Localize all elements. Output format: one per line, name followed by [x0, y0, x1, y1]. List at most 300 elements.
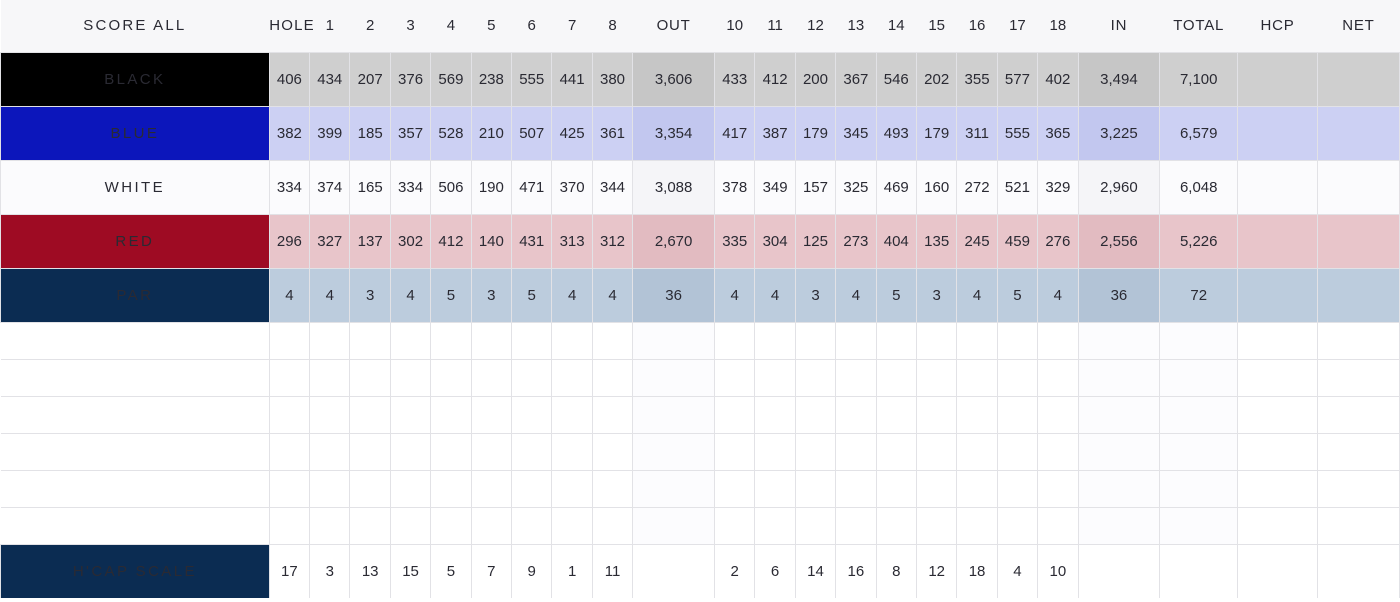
- hcap-hole-15: 12: [916, 544, 956, 598]
- entry-cell[interactable]: [269, 396, 309, 433]
- entry-cell[interactable]: [512, 433, 552, 470]
- entry-net: [1317, 507, 1399, 544]
- entry-cell[interactable]: [916, 396, 956, 433]
- entry-cell[interactable]: [310, 396, 350, 433]
- entry-cell[interactable]: [390, 433, 430, 470]
- entry-in: [1078, 433, 1160, 470]
- entry-cell[interactable]: [310, 470, 350, 507]
- cell-white-hole-18: 329: [1038, 160, 1078, 214]
- cell-white-hcp: [1238, 160, 1318, 214]
- entry-player-label[interactable]: [1, 359, 270, 396]
- cell-red-hole-9: 312: [592, 214, 632, 268]
- entry-cell[interactable]: [715, 433, 755, 470]
- cell-red-total: 5,226: [1160, 214, 1238, 268]
- cell-red-hole-13: 273: [836, 214, 876, 268]
- cell-red-hole-6: 140: [471, 214, 511, 268]
- cell-blue-hole-11: 387: [755, 106, 795, 160]
- cell-blue-hole-12: 179: [795, 106, 835, 160]
- hcap-hole-4: 15: [390, 544, 430, 598]
- entry-cell[interactable]: [795, 507, 835, 544]
- cell-black-hole-7: 555: [512, 52, 552, 106]
- hole-label: HOLE: [269, 0, 309, 52]
- entry-cell[interactable]: [592, 433, 632, 470]
- cell-black-out: 3,606: [633, 52, 715, 106]
- handicap-scale-label: H'CAP SCALE: [1, 544, 270, 598]
- entry-cell[interactable]: [755, 433, 795, 470]
- entry-cell[interactable]: [350, 322, 390, 359]
- entry-cell[interactable]: [876, 322, 916, 359]
- entry-cell[interactable]: [471, 322, 511, 359]
- score-entry-row[interactable]: [1, 359, 1400, 396]
- entry-total: [1160, 507, 1238, 544]
- entry-net: [1317, 396, 1399, 433]
- entry-net: [1317, 359, 1399, 396]
- entry-cell[interactable]: [836, 433, 876, 470]
- entry-cell[interactable]: [916, 322, 956, 359]
- entry-cell[interactable]: [431, 470, 471, 507]
- entry-cell[interactable]: [795, 396, 835, 433]
- cell-blue-total: 6,579: [1160, 106, 1238, 160]
- entry-cell[interactable]: [350, 470, 390, 507]
- entry-cell[interactable]: [431, 322, 471, 359]
- cell-par-net: [1317, 268, 1399, 322]
- entry-cell[interactable]: [390, 359, 430, 396]
- entry-cell[interactable]: [390, 322, 430, 359]
- cell-blue-hole-16: 311: [957, 106, 997, 160]
- entry-cell[interactable]: [715, 322, 755, 359]
- entry-cell[interactable]: [1038, 507, 1078, 544]
- entry-cell[interactable]: [269, 470, 309, 507]
- entry-total: [1160, 396, 1238, 433]
- entry-cell[interactable]: [350, 359, 390, 396]
- hcap-hole-1: 17: [269, 544, 309, 598]
- cell-blue-hcp: [1238, 106, 1318, 160]
- cell-red-hole-16: 245: [957, 214, 997, 268]
- entry-total: [1160, 322, 1238, 359]
- entry-cell[interactable]: [997, 359, 1037, 396]
- entry-net: [1317, 470, 1399, 507]
- entry-cell[interactable]: [916, 507, 956, 544]
- hcap-hole-11: 6: [755, 544, 795, 598]
- entry-player-label[interactable]: [1, 470, 270, 507]
- cell-white-hole-10: 378: [715, 160, 755, 214]
- entry-cell[interactable]: [997, 507, 1037, 544]
- cell-par-hcp: [1238, 268, 1318, 322]
- entry-cell[interactable]: [552, 433, 592, 470]
- table-row-red: [1, 214, 1400, 268]
- cell-black-hole-10: 433: [715, 52, 755, 106]
- cell-blue-net: [1317, 106, 1399, 160]
- entry-cell[interactable]: [431, 396, 471, 433]
- entry-cell[interactable]: [269, 322, 309, 359]
- table-row-black: [1, 52, 1400, 106]
- cell-black-hole-14: 546: [876, 52, 916, 106]
- score-entry-row[interactable]: [1, 322, 1400, 359]
- entry-cell[interactable]: [836, 470, 876, 507]
- hcap-hole-7: 9: [512, 544, 552, 598]
- entry-cell[interactable]: [471, 396, 511, 433]
- entry-cell[interactable]: [471, 470, 511, 507]
- entry-cell[interactable]: [876, 507, 916, 544]
- cell-red-out: 2,670: [633, 214, 715, 268]
- cell-white-hole-12: 157: [795, 160, 835, 214]
- cell-black-hole-9: 380: [592, 52, 632, 106]
- entry-cell[interactable]: [310, 433, 350, 470]
- entry-hcp[interactable]: [1238, 359, 1318, 396]
- entry-cell[interactable]: [755, 322, 795, 359]
- cell-par-hole-16: 4: [957, 268, 997, 322]
- entry-cell[interactable]: [431, 433, 471, 470]
- cell-black-hole-3: 207: [350, 52, 390, 106]
- entry-cell[interactable]: [512, 470, 552, 507]
- entry-cell[interactable]: [1038, 359, 1078, 396]
- entry-cell[interactable]: [997, 396, 1037, 433]
- entry-player-label[interactable]: [1, 396, 270, 433]
- cell-black-hole-18: 402: [1038, 52, 1078, 106]
- entry-cell[interactable]: [997, 322, 1037, 359]
- entry-hcp[interactable]: [1238, 507, 1318, 544]
- cell-white-hole-13: 325: [836, 160, 876, 214]
- entry-cell[interactable]: [957, 433, 997, 470]
- cell-par-hole-15: 3: [916, 268, 956, 322]
- entry-cell[interactable]: [471, 433, 511, 470]
- cell-par-hole-1: 4: [269, 268, 309, 322]
- cell-red-hole-1: 296: [269, 214, 309, 268]
- cell-blue-hole-10: 417: [715, 106, 755, 160]
- hcap-hole-12: 14: [795, 544, 835, 598]
- entry-cell[interactable]: [552, 470, 592, 507]
- entry-out: [633, 433, 715, 470]
- cell-blue-hole-1: 382: [269, 106, 309, 160]
- entry-player-label[interactable]: [1, 322, 270, 359]
- entry-cell[interactable]: [755, 507, 795, 544]
- header-hole-17: 17: [997, 0, 1037, 52]
- entry-cell[interactable]: [1038, 396, 1078, 433]
- cell-white-hole-1: 334: [269, 160, 309, 214]
- cell-red-hole-11: 304: [755, 214, 795, 268]
- entry-cell[interactable]: [350, 396, 390, 433]
- cell-white-hole-4: 334: [390, 160, 430, 214]
- entry-cell[interactable]: [836, 322, 876, 359]
- entry-cell[interactable]: [916, 359, 956, 396]
- cell-white-hole-9: 344: [592, 160, 632, 214]
- entry-cell[interactable]: [512, 396, 552, 433]
- header-hole-15: 15: [916, 0, 956, 52]
- score-entry-row[interactable]: [1, 507, 1400, 544]
- hcap-hole-5: 5: [431, 544, 471, 598]
- cell-white-out: 3,088: [633, 160, 715, 214]
- entry-cell[interactable]: [957, 322, 997, 359]
- entry-cell[interactable]: [390, 507, 430, 544]
- entry-in: [1078, 396, 1160, 433]
- header-hole-7: 7: [552, 0, 592, 52]
- table-row-white: [1, 160, 1400, 214]
- entry-cell[interactable]: [795, 470, 835, 507]
- cell-black-hole-13: 367: [836, 52, 876, 106]
- entry-total: [1160, 359, 1238, 396]
- entry-cell[interactable]: [957, 507, 997, 544]
- entry-out: [633, 396, 715, 433]
- header-in: IN: [1078, 0, 1160, 52]
- entry-cell[interactable]: [552, 322, 592, 359]
- cell-white-hole-2: 374: [310, 160, 350, 214]
- entry-cell[interactable]: [269, 507, 309, 544]
- cell-red-hole-4: 302: [390, 214, 430, 268]
- entry-cell[interactable]: [916, 470, 956, 507]
- cell-red-net: [1317, 214, 1399, 268]
- entry-cell[interactable]: [592, 396, 632, 433]
- cell-par-out: 36: [633, 268, 715, 322]
- entry-cell[interactable]: [957, 359, 997, 396]
- entry-cell[interactable]: [957, 396, 997, 433]
- entry-cell[interactable]: [592, 359, 632, 396]
- cell-blue-hole-5: 528: [431, 106, 471, 160]
- tee-label-par: PAR: [1, 268, 270, 322]
- entry-total: [1160, 433, 1238, 470]
- cell-red-hole-2: 327: [310, 214, 350, 268]
- entry-cell[interactable]: [836, 396, 876, 433]
- entry-cell[interactable]: [916, 433, 956, 470]
- entry-cell[interactable]: [431, 359, 471, 396]
- entry-hcp[interactable]: [1238, 322, 1318, 359]
- header-hole-18: 18: [1038, 0, 1078, 52]
- entry-cell[interactable]: [715, 470, 755, 507]
- entry-cell[interactable]: [512, 507, 552, 544]
- entry-cell[interactable]: [269, 359, 309, 396]
- entry-hcp[interactable]: [1238, 433, 1318, 470]
- cell-red-hcp: [1238, 214, 1318, 268]
- cell-blue-hole-17: 555: [997, 106, 1037, 160]
- header-hole-2: 2: [350, 0, 390, 52]
- cell-white-hole-17: 521: [997, 160, 1037, 214]
- entry-cell[interactable]: [876, 396, 916, 433]
- cell-red-hole-17: 459: [997, 214, 1037, 268]
- cell-red-hole-10: 335: [715, 214, 755, 268]
- cell-black-hole-17: 577: [997, 52, 1037, 106]
- hcap-hole-6: 7: [471, 544, 511, 598]
- entry-cell[interactable]: [1038, 322, 1078, 359]
- header-hole-8: 8: [592, 0, 632, 52]
- cell-white-hole-5: 506: [431, 160, 471, 214]
- cell-white-hole-11: 349: [755, 160, 795, 214]
- entry-net: [1317, 433, 1399, 470]
- entry-cell[interactable]: [957, 470, 997, 507]
- cell-white-hole-7: 471: [512, 160, 552, 214]
- header-hole-14: 14: [876, 0, 916, 52]
- entry-player-label[interactable]: [1, 507, 270, 544]
- score-all-button[interactable]: SCORE ALL: [1, 0, 270, 52]
- header-hole-3: 3: [390, 0, 430, 52]
- cell-blue-hole-7: 507: [512, 106, 552, 160]
- header-hole-16: 16: [957, 0, 997, 52]
- header-hole-1: 1: [310, 0, 350, 52]
- score-entry-row[interactable]: [1, 396, 1400, 433]
- entry-cell[interactable]: [592, 507, 632, 544]
- cell-blue-hole-6: 210: [471, 106, 511, 160]
- entry-cell[interactable]: [512, 322, 552, 359]
- entry-cell[interactable]: [512, 359, 552, 396]
- cell-par-hole-14: 5: [876, 268, 916, 322]
- entry-in: [1078, 470, 1160, 507]
- header-hole-4: 4: [431, 0, 471, 52]
- entry-cell[interactable]: [876, 359, 916, 396]
- cell-white-hole-16: 272: [957, 160, 997, 214]
- cell-black-hole-12: 200: [795, 52, 835, 106]
- tee-label-red: RED: [1, 214, 270, 268]
- entry-cell[interactable]: [715, 396, 755, 433]
- hcap-hole-16: 18: [957, 544, 997, 598]
- entry-cell[interactable]: [795, 359, 835, 396]
- cell-blue-hole-18: 365: [1038, 106, 1078, 160]
- cell-black-net: [1317, 52, 1399, 106]
- cell-red-hole-7: 431: [512, 214, 552, 268]
- entry-in: [1078, 359, 1160, 396]
- entry-cell[interactable]: [431, 507, 471, 544]
- cell-blue-hole-9: 361: [592, 106, 632, 160]
- entry-cell[interactable]: [876, 470, 916, 507]
- entry-cell[interactable]: [390, 470, 430, 507]
- cell-black-total: 7,100: [1160, 52, 1238, 106]
- entry-cell[interactable]: [552, 359, 592, 396]
- hcap-hole-3: 13: [350, 544, 390, 598]
- entry-cell[interactable]: [755, 396, 795, 433]
- cell-white-hole-15: 160: [916, 160, 956, 214]
- hcap-hole-8: 1: [552, 544, 592, 598]
- entry-out: [633, 359, 715, 396]
- tee-label-blue: BLUE: [1, 106, 270, 160]
- cell-blue-hole-2: 399: [310, 106, 350, 160]
- entry-cell[interactable]: [715, 359, 755, 396]
- entry-cell[interactable]: [836, 359, 876, 396]
- entry-cell[interactable]: [350, 433, 390, 470]
- cell-black-hole-16: 355: [957, 52, 997, 106]
- entry-cell[interactable]: [876, 433, 916, 470]
- cell-blue-hole-15: 179: [916, 106, 956, 160]
- hcap-hole-10: 2: [715, 544, 755, 598]
- entry-cell[interactable]: [471, 359, 511, 396]
- cell-par-hole-10: 4: [715, 268, 755, 322]
- score-entry-row[interactable]: [1, 433, 1400, 470]
- header-hole-6: 6: [512, 0, 552, 52]
- entry-cell[interactable]: [552, 396, 592, 433]
- hcap-hole-13: 16: [836, 544, 876, 598]
- hcap-net: [1317, 544, 1399, 598]
- cell-red-hole-5: 412: [431, 214, 471, 268]
- cell-blue-out: 3,354: [633, 106, 715, 160]
- cell-blue-hole-3: 185: [350, 106, 390, 160]
- hcap-in: [1078, 544, 1160, 598]
- cell-white-total: 6,048: [1160, 160, 1238, 214]
- score-entry-row[interactable]: [1, 470, 1400, 507]
- table-row-par: [1, 268, 1400, 322]
- cell-par-hole-7: 5: [512, 268, 552, 322]
- cell-par-hole-2: 4: [310, 268, 350, 322]
- entry-cell[interactable]: [1038, 470, 1078, 507]
- cell-par-hole-6: 3: [471, 268, 511, 322]
- entry-cell[interactable]: [836, 507, 876, 544]
- cell-black-hole-8: 441: [552, 52, 592, 106]
- entry-cell[interactable]: [997, 433, 1037, 470]
- entry-cell[interactable]: [755, 470, 795, 507]
- entry-in: [1078, 507, 1160, 544]
- cell-black-hcp: [1238, 52, 1318, 106]
- entry-cell[interactable]: [795, 433, 835, 470]
- entry-total: [1160, 470, 1238, 507]
- cell-par-hole-11: 4: [755, 268, 795, 322]
- cell-white-hole-3: 165: [350, 160, 390, 214]
- hcap-hole-9: 11: [592, 544, 632, 598]
- entry-in: [1078, 322, 1160, 359]
- cell-black-hole-15: 202: [916, 52, 956, 106]
- cell-black-hole-2: 434: [310, 52, 350, 106]
- entry-cell[interactable]: [269, 433, 309, 470]
- header-hole-10: 10: [715, 0, 755, 52]
- hcap-total: [1160, 544, 1238, 598]
- hcap-hole-2: 3: [310, 544, 350, 598]
- entry-cell[interactable]: [795, 322, 835, 359]
- cell-black-hole-11: 412: [755, 52, 795, 106]
- table-row-blue: [1, 106, 1400, 160]
- entry-cell[interactable]: [552, 507, 592, 544]
- cell-par-hole-8: 4: [552, 268, 592, 322]
- cell-red-hole-12: 125: [795, 214, 835, 268]
- cell-white-hole-8: 370: [552, 160, 592, 214]
- cell-red-hole-3: 137: [350, 214, 390, 268]
- tee-label-white: WHITE: [1, 160, 270, 214]
- cell-white-net: [1317, 160, 1399, 214]
- header-hole-13: 13: [836, 0, 876, 52]
- cell-blue-in: 3,225: [1078, 106, 1160, 160]
- entry-out: [633, 507, 715, 544]
- entry-cell[interactable]: [310, 359, 350, 396]
- entry-net: [1317, 322, 1399, 359]
- table-row-handicap-scale: [1, 544, 1400, 598]
- entry-cell[interactable]: [592, 470, 632, 507]
- entry-cell[interactable]: [592, 322, 632, 359]
- cell-par-total: 72: [1160, 268, 1238, 322]
- cell-par-hole-18: 4: [1038, 268, 1078, 322]
- entry-out: [633, 470, 715, 507]
- hcap-hcp: [1238, 544, 1318, 598]
- cell-par-hole-12: 3: [795, 268, 835, 322]
- entry-out: [633, 322, 715, 359]
- entry-cell[interactable]: [310, 322, 350, 359]
- entry-cell[interactable]: [715, 507, 755, 544]
- entry-cell[interactable]: [310, 507, 350, 544]
- cell-par-hole-17: 5: [997, 268, 1037, 322]
- entry-hcp[interactable]: [1238, 470, 1318, 507]
- entry-hcp[interactable]: [1238, 396, 1318, 433]
- entry-player-label[interactable]: [1, 433, 270, 470]
- entry-cell[interactable]: [471, 507, 511, 544]
- cell-par-hole-9: 4: [592, 268, 632, 322]
- hcap-hole-14: 8: [876, 544, 916, 598]
- cell-blue-hole-13: 345: [836, 106, 876, 160]
- entry-cell[interactable]: [350, 507, 390, 544]
- header-hcp: HCP: [1238, 0, 1318, 52]
- entry-cell[interactable]: [997, 470, 1037, 507]
- entry-cell[interactable]: [1038, 433, 1078, 470]
- tee-label-black: BLACK: [1, 52, 270, 106]
- hcap-hole-18: 10: [1038, 544, 1078, 598]
- entry-cell[interactable]: [755, 359, 795, 396]
- entry-cell[interactable]: [390, 396, 430, 433]
- header-hole-12: 12: [795, 0, 835, 52]
- cell-black-in: 3,494: [1078, 52, 1160, 106]
- cell-blue-hole-4: 357: [390, 106, 430, 160]
- table-header-row: [1, 0, 1400, 52]
- cell-black-hole-5: 569: [431, 52, 471, 106]
